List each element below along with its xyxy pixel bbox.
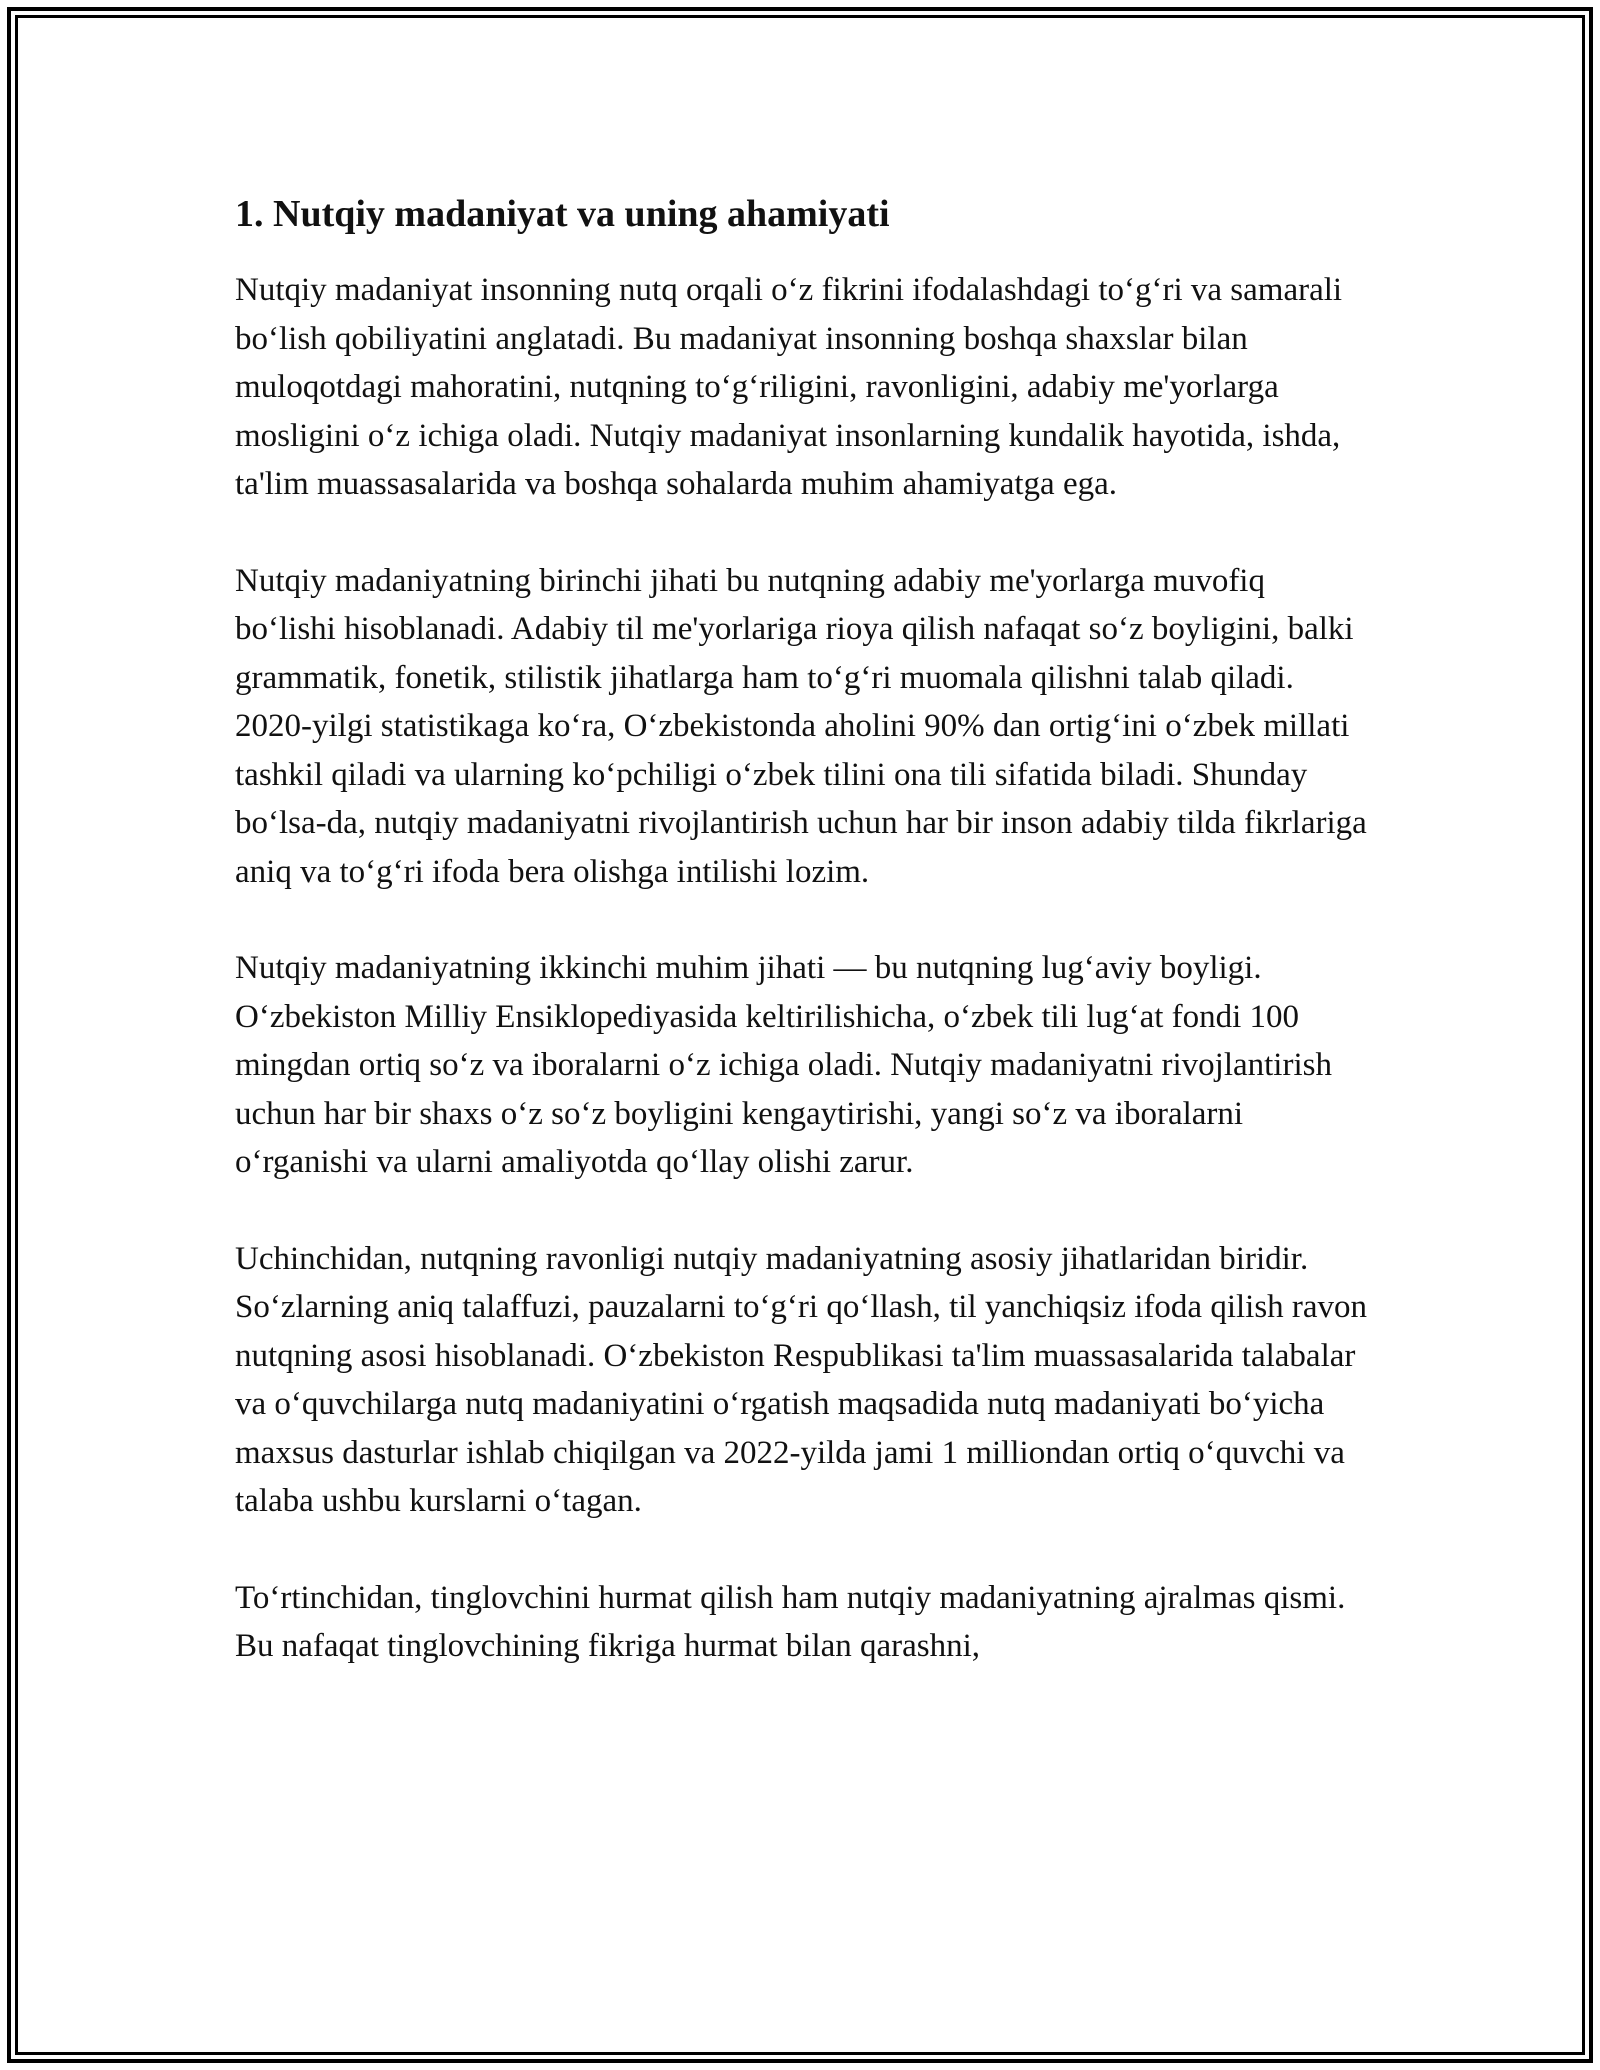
paragraph-4: Uchinchidan, nutqning ravonligi nutqiy madaniyatning asosiy jihatlaridan biridir. So‘zlarning aniq talaffuzi, pauzalarni to‘g‘ri qo‘llash, til yanchiqsiz ifoda qilish ravon nutqning asosi hisoblanadi. O‘zbekiston Respublikasi ta'lim muassasalarida talabalar va o‘quvchilarga nutq madaniyatini o‘rgatish maqsadida nutq madaniyati bo‘yicha maxsus dasturlar ishlab chiqilgan va 2022-yilda jami 1 milliondan ortiq o‘quvchi va talaba ushbu kurslarni o‘tagan. (235, 1240, 1368, 1519)
paragraph-3: Nutqiy madaniyatning ikkinchi muhim jihati — bu nutqning lug‘aviy boyligi. O‘zbekiston Milliy Ensiklopediyasida keltirilishicha, o‘zbek tili lug‘at fondi 100 mingdan ortiq so‘z va iboralarni o‘z ichiga oladi. Nutqiy madaniyatni rivojlantirish uchun har bir shaxs o‘z so‘z boyligini kengaytirishi, yangi so‘z va iboralarni o‘rganishi va ularni amaliyotda qo‘llay olishi zarur. (235, 950, 1332, 1180)
paragraph-2: Nutqiy madaniyatning birinchi jihati bu nutqning adabiy me'yorlarga muvofiq bo‘lishi hisoblanadi. Adabiy til me'yorlariga rioya qilish nafaqat so‘z boyligini, balki grammatik, fonetik, stilistik jihatlarga ham to‘g‘ri muomala qilishni talab qiladi. 2020-yilgi statistikaga ko‘ra, O‘zbekistonda aholini 90% dan ortig‘ini o‘zbek millati tashkil qiladi va ularning ko‘pchiligi o‘zbek tilini ona tili sifatida biladi. Shunday bo‘lsa-da, nutqiy madaniyatni rivojlantirish uchun har bir inson adabiy tilda fikrlariga aniq va to‘g‘ri ifoda bera olishga intilishi lozim. (235, 562, 1367, 890)
paragraph-5: To‘rtinchidan, tinglovchini hurmat qilish ham nutqiy madaniyatning ajralmas qismi. Bu nafaqat tinglovchining fikriga hurmat bilan qarashni, (235, 1579, 1346, 1664)
paragraph-1: Nutqiy madaniyat insonning nutq orqali o‘z fikrini ifodalashdagi to‘g‘ri va samarali bo‘lish qobiliyatini anglatadi. Bu madaniyat insonning boshqa shaxslar bilan muloqotdagi mahoratini, nutqning to‘g‘riligini, ravonligini, adabiy me'yorlarga mosligini o‘z ichiga oladi. Nutqiy madaniyat insonlarning kundalik hayotida, ishda, ta'lim muassasalarida va boshqa sohalarda muhim ahamiyatga ega. (235, 272, 1343, 502)
document-body (235, 188, 1370, 1719)
section-heading: 1. Nutqiy madaniyat va uning ahamiyati (235, 193, 890, 235)
